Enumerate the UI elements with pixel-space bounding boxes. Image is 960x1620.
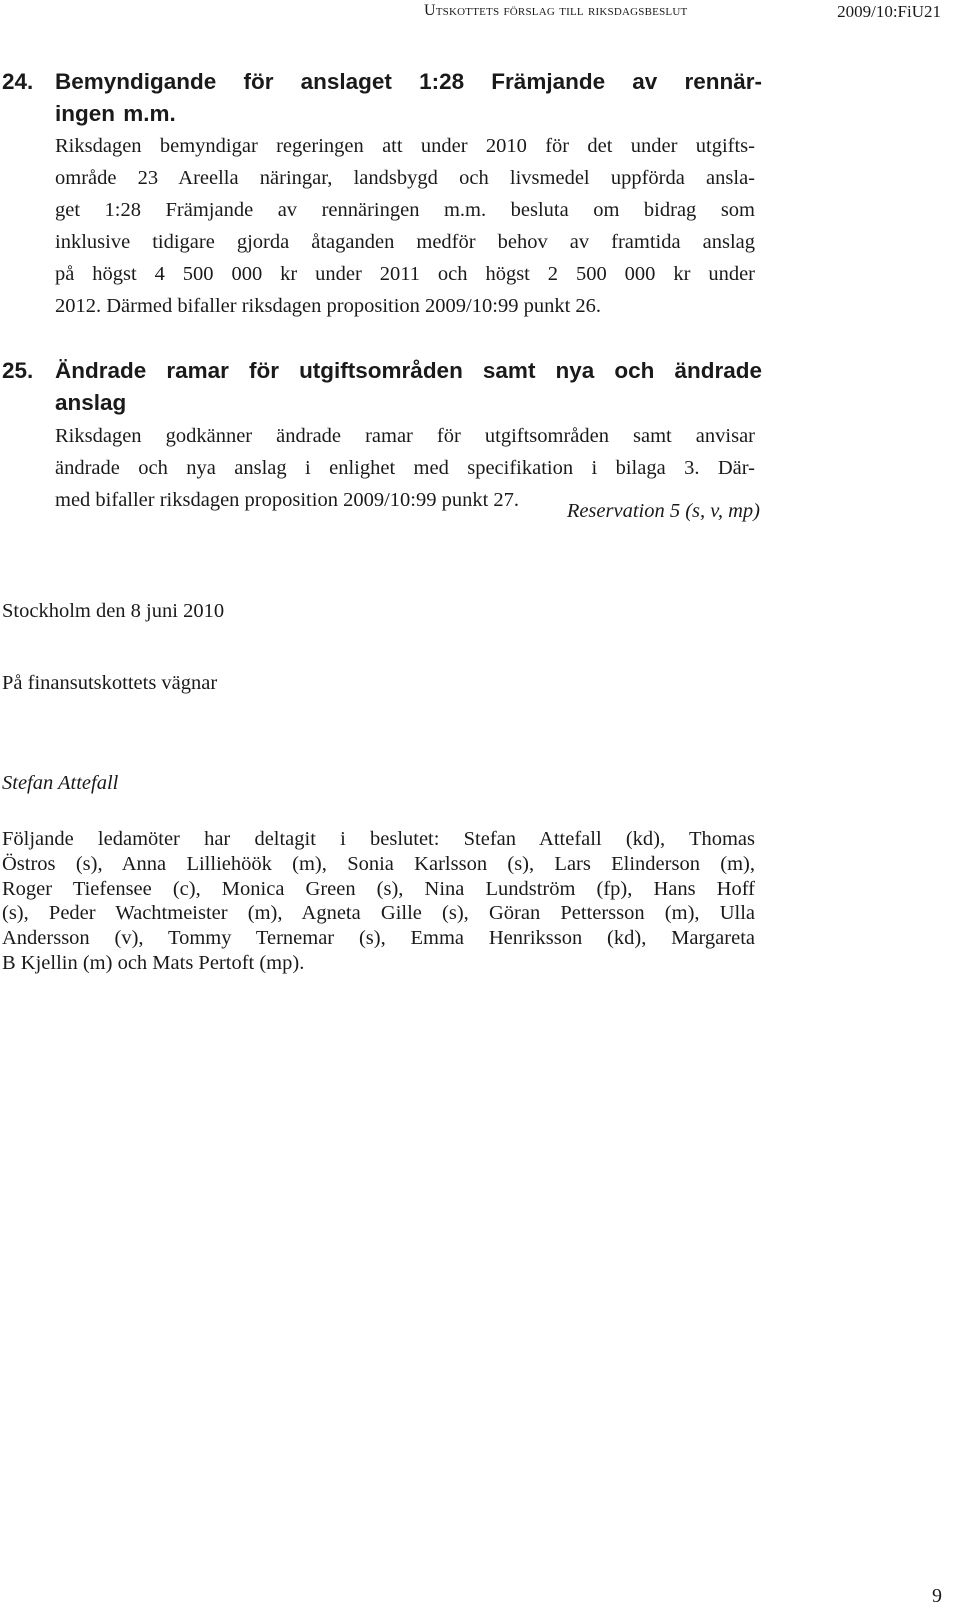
section-25-title-line: anslag [55, 390, 127, 415]
participants-line: Andersson (v), Tommy Ternemar (s), Emma Henriksson (kd), Margareta [2, 927, 755, 950]
participants-line: Roger Tiefensee (c), Monica Green (s), Nina Lundström (fp), Hans Hoff [2, 877, 755, 900]
signer-name: Stefan Attefall [2, 772, 119, 794]
reservation-reference[interactable]: Reservation 5 (s, v, mp) [566, 500, 760, 522]
place-and-date: Stockholm den 8 juni 2010 [2, 600, 225, 622]
on-behalf-of-committee: På finansutskottets vägnar [2, 672, 218, 694]
participants-paragraph [2, 827, 755, 976]
section-25-title-line: Ändrade ramar för utgiftsområden samt nya och ändrade [55, 358, 762, 383]
participants-line: Följande ledamöter har deltagit i beslutet: Stefan Attefall (kd), Thomas [2, 828, 755, 850]
participants-line: Östros (s), Anna Lilliehöök (m), Sonia Karlsson (s), Lars Elinderson (m), [2, 852, 755, 875]
section-24-body-line: 2012. Därmed bifaller riksdagen proposition 2009/10:99 punkt 26. [55, 295, 602, 317]
document-number: 2009/10:FiU21 [837, 2, 941, 21]
section-24-body-line: inklusive tidigare gjorda åtaganden medför behov av framtida anslag [55, 231, 755, 253]
section-24-body-line: på högst 4 500 000 kr under 2011 och högst 2 500 000 kr under [55, 263, 755, 285]
section-24-number: 24. [2, 69, 34, 94]
participants-line: (s), Peder Wachtmeister (m), Agneta Gille (s), Göran Pettersson (m), Ulla [2, 902, 755, 925]
section-24-body-line: område 23 Areella näringar, landsbygd och livsmedel uppförda ansla- [55, 167, 755, 189]
page-number: 9 [932, 1585, 942, 1607]
section-24-body [55, 130, 755, 322]
section-25-heading [2, 355, 762, 419]
section-24-title-line: Bemyndigande för anslaget 1:28 Främjande av rennär- [55, 69, 762, 94]
section-24-heading [2, 66, 762, 130]
section-24-title [55, 66, 762, 130]
section-25-number: 25. [2, 358, 34, 383]
section-24-body-line: get 1:28 Främjande av rennäringen m.m. besluta om bidrag som [55, 199, 755, 221]
section-25-body-line: ändrade och nya anslag i enlighet med specifikation i bilaga 3. Där- [55, 457, 755, 479]
section-25-body-line: med bifaller riksdagen proposition 2009/10:99 punkt 27. [55, 489, 520, 511]
section-24-body-line: Riksdagen bemyndigar regeringen att under 2010 för det under utgifts- [55, 135, 755, 157]
section-25-title [55, 355, 762, 419]
participants-line: B Kjellin (m) och Mats Pertoft (mp). [2, 951, 305, 974]
running-header-title: Utskottets förslag till riksdagsbeslut [424, 2, 688, 19]
section-25-body-line: Riksdagen godkänner ändrade ramar för utgiftsområden samt anvisar [55, 425, 755, 447]
section-24-title-line: ingen m.m. [55, 101, 176, 126]
